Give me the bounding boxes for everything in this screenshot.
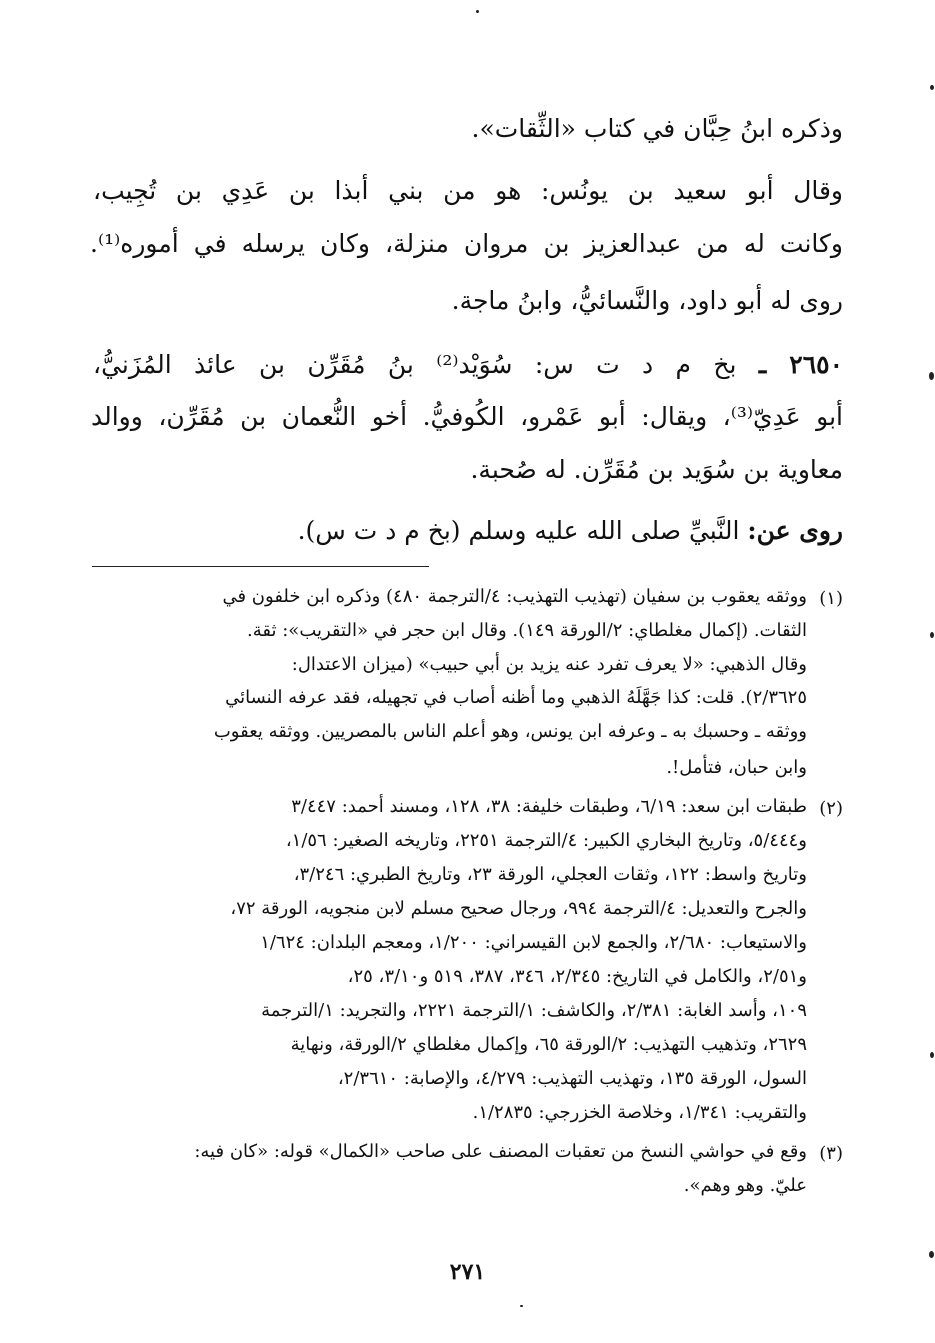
page-number: ٢٧١ [449,1259,486,1285]
entry-number: ٢٦٥٠ ـ [758,350,844,379]
narrated-from-label: روى عن: [747,516,843,545]
main-line-1: وذكره ابنُ حِبَّان في كتاب «الثِّقات». [471,114,843,143]
footnote-1-line: الثقات. (إكمال مغلطاي: ٢/الورقة ١٤٩). وقال ابن حجر في «التقريب»: ثقة. [247,620,807,641]
footnote-2-line: السول، الورقة ١٣٥، وتهذيب التهذيب: ٤/٢٧٩، والإصابة: ٢/٣٦١٠، [337,1068,807,1089]
footnote-1-line: ٢/٣٦٢٥). قلت: كذا جَهَّلَهُ الذهبي وما أظنه أصاب في تجهيله، فقد عرفه النسائي [225,687,807,708]
scan-speck [930,1052,934,1058]
scan-speck [930,85,934,90]
main-line-4: روى له أبو داود، والنَّسائيُّ، وابنُ ماجة. [451,286,843,315]
footnote-1-line: ووثقه ـ وحسبك به ـ وعرفه ابن يونس، وهو أعلم الناس بالمصريين. ووثقه يعقوب [213,721,807,742]
footnote-2-line: ٢٦٢٩، وتذهيب التهذيب: ٢/الورقة ٦٥، وإكمال مغلطاي ٢/الورقة، ونهاية [290,1034,807,1055]
scan-speck [476,10,479,13]
footnote-2-line: والتقريب: ١/٣٤١، وخلاصة الخزرجي: ١/٢٨٣٥. [472,1102,807,1123]
narrated-from-line [298,518,843,543]
footnote-2-line: والجرح والتعديل: ٤/الترجمة ٩٩٤، ورجال صحيح مسلم لابن منجويه، الورقة ٧٢، [230,898,807,919]
footnote-1-line: وقال الذهبي: «لا يعرف تفرد عنه يزيد بن أبي حبيب» (ميزان الاعتدال: [291,654,807,675]
footnote-2-line: والاستيعاب: ٢/٦٨٠، والجمع لابن القيسراني: ١/٢٠٠، ومعجم البلدان: ١/٦٢٤ [260,932,807,953]
main-line-3: وكانت له من عبدالعزيز بن مروان منزلة، وكان يرسله في أموره⁽¹⁾. [90,229,844,258]
footnote-2-line: ١٠٩، وأسد الغابة: ٢/٣٨١، والكاشف: ١/الترجمة ٢٢٢١، والتجريد: ١/الترجمة [261,1000,807,1021]
footnote-1-line: ووثقه يعقوب بن سفيان (تهذيب التهذيب: ٤/الترجمة ٤٨٠) وذكره ابن خلفون في [222,586,807,607]
scan-speck [930,632,934,638]
footnote-2-line: طبقات ابن سعد: ٦/١٩، وطبقات خليفة: ٣٨، ١٢٨، ومسند أحمد: ٣/٤٤٧ [291,796,807,817]
footnote-separator [92,566,429,567]
footnote-2-line: وتاريخ واسط: ١٢٢، وثقات العجلي، الورقة ٢٣، وتاريخ الطبري: ٣/٢٤٦، [293,864,807,885]
footnote-3-line: عليّ. وهو وهم». [683,1175,807,1196]
main-line-7: معاوية بن سُوَيد بن مُقَرِّن. له صُحبة. [470,455,843,484]
entry-heading-text: بخ م د ت س: سُوَيْد⁽²⁾ بنُ مُقَرِّن بن عائذ المُزَنيُّ، [93,350,737,379]
footnote-1-marker: (١) [819,588,843,609]
footnote-2-line: و٥/٤٤٤، وتاريخ البخاري الكبير: ٤/الترجمة ٢٢٥١، وتاريخه الصغير: ١/٥٦، [285,830,807,851]
footnote-2-marker: (٢) [819,798,843,819]
main-line-2: وقال أبو سعيد بن يونُس: هو من بني أبذا بن عَدِي بن تُجِيب، [93,176,843,205]
footnote-3-marker: (٣) [819,1143,843,1164]
footnote-3-line: وقع في حواشي النسخ من تعقبات المصنف على صاحب «الكمال» قوله: «كان فيه: [194,1141,807,1162]
scan-speck [520,1305,523,1307]
entry-heading-line [93,352,843,377]
scan-speck [929,372,934,380]
main-line-6: أبو عَدِيّ⁽³⁾، ويقال: أبو عَمْرو، الكُوفيُّ. أخو النُّعمان بن مُقَرِّن، ووالد [91,402,844,431]
narrated-from-text: النَّبيِّ صلى الله عليه وسلم (بخ م د ت س). [297,516,740,545]
footnote-2-line: و٢/٥١، والكامل في التاريخ: ٢/٣٤٥، ٣٤٦، ٣٨٧، ٥١٩ و٣/١٠، ٢٥، [347,966,807,987]
scan-speck [929,1251,934,1258]
footnote-1-line: وابن حبان، فتأمل!. [666,757,807,778]
